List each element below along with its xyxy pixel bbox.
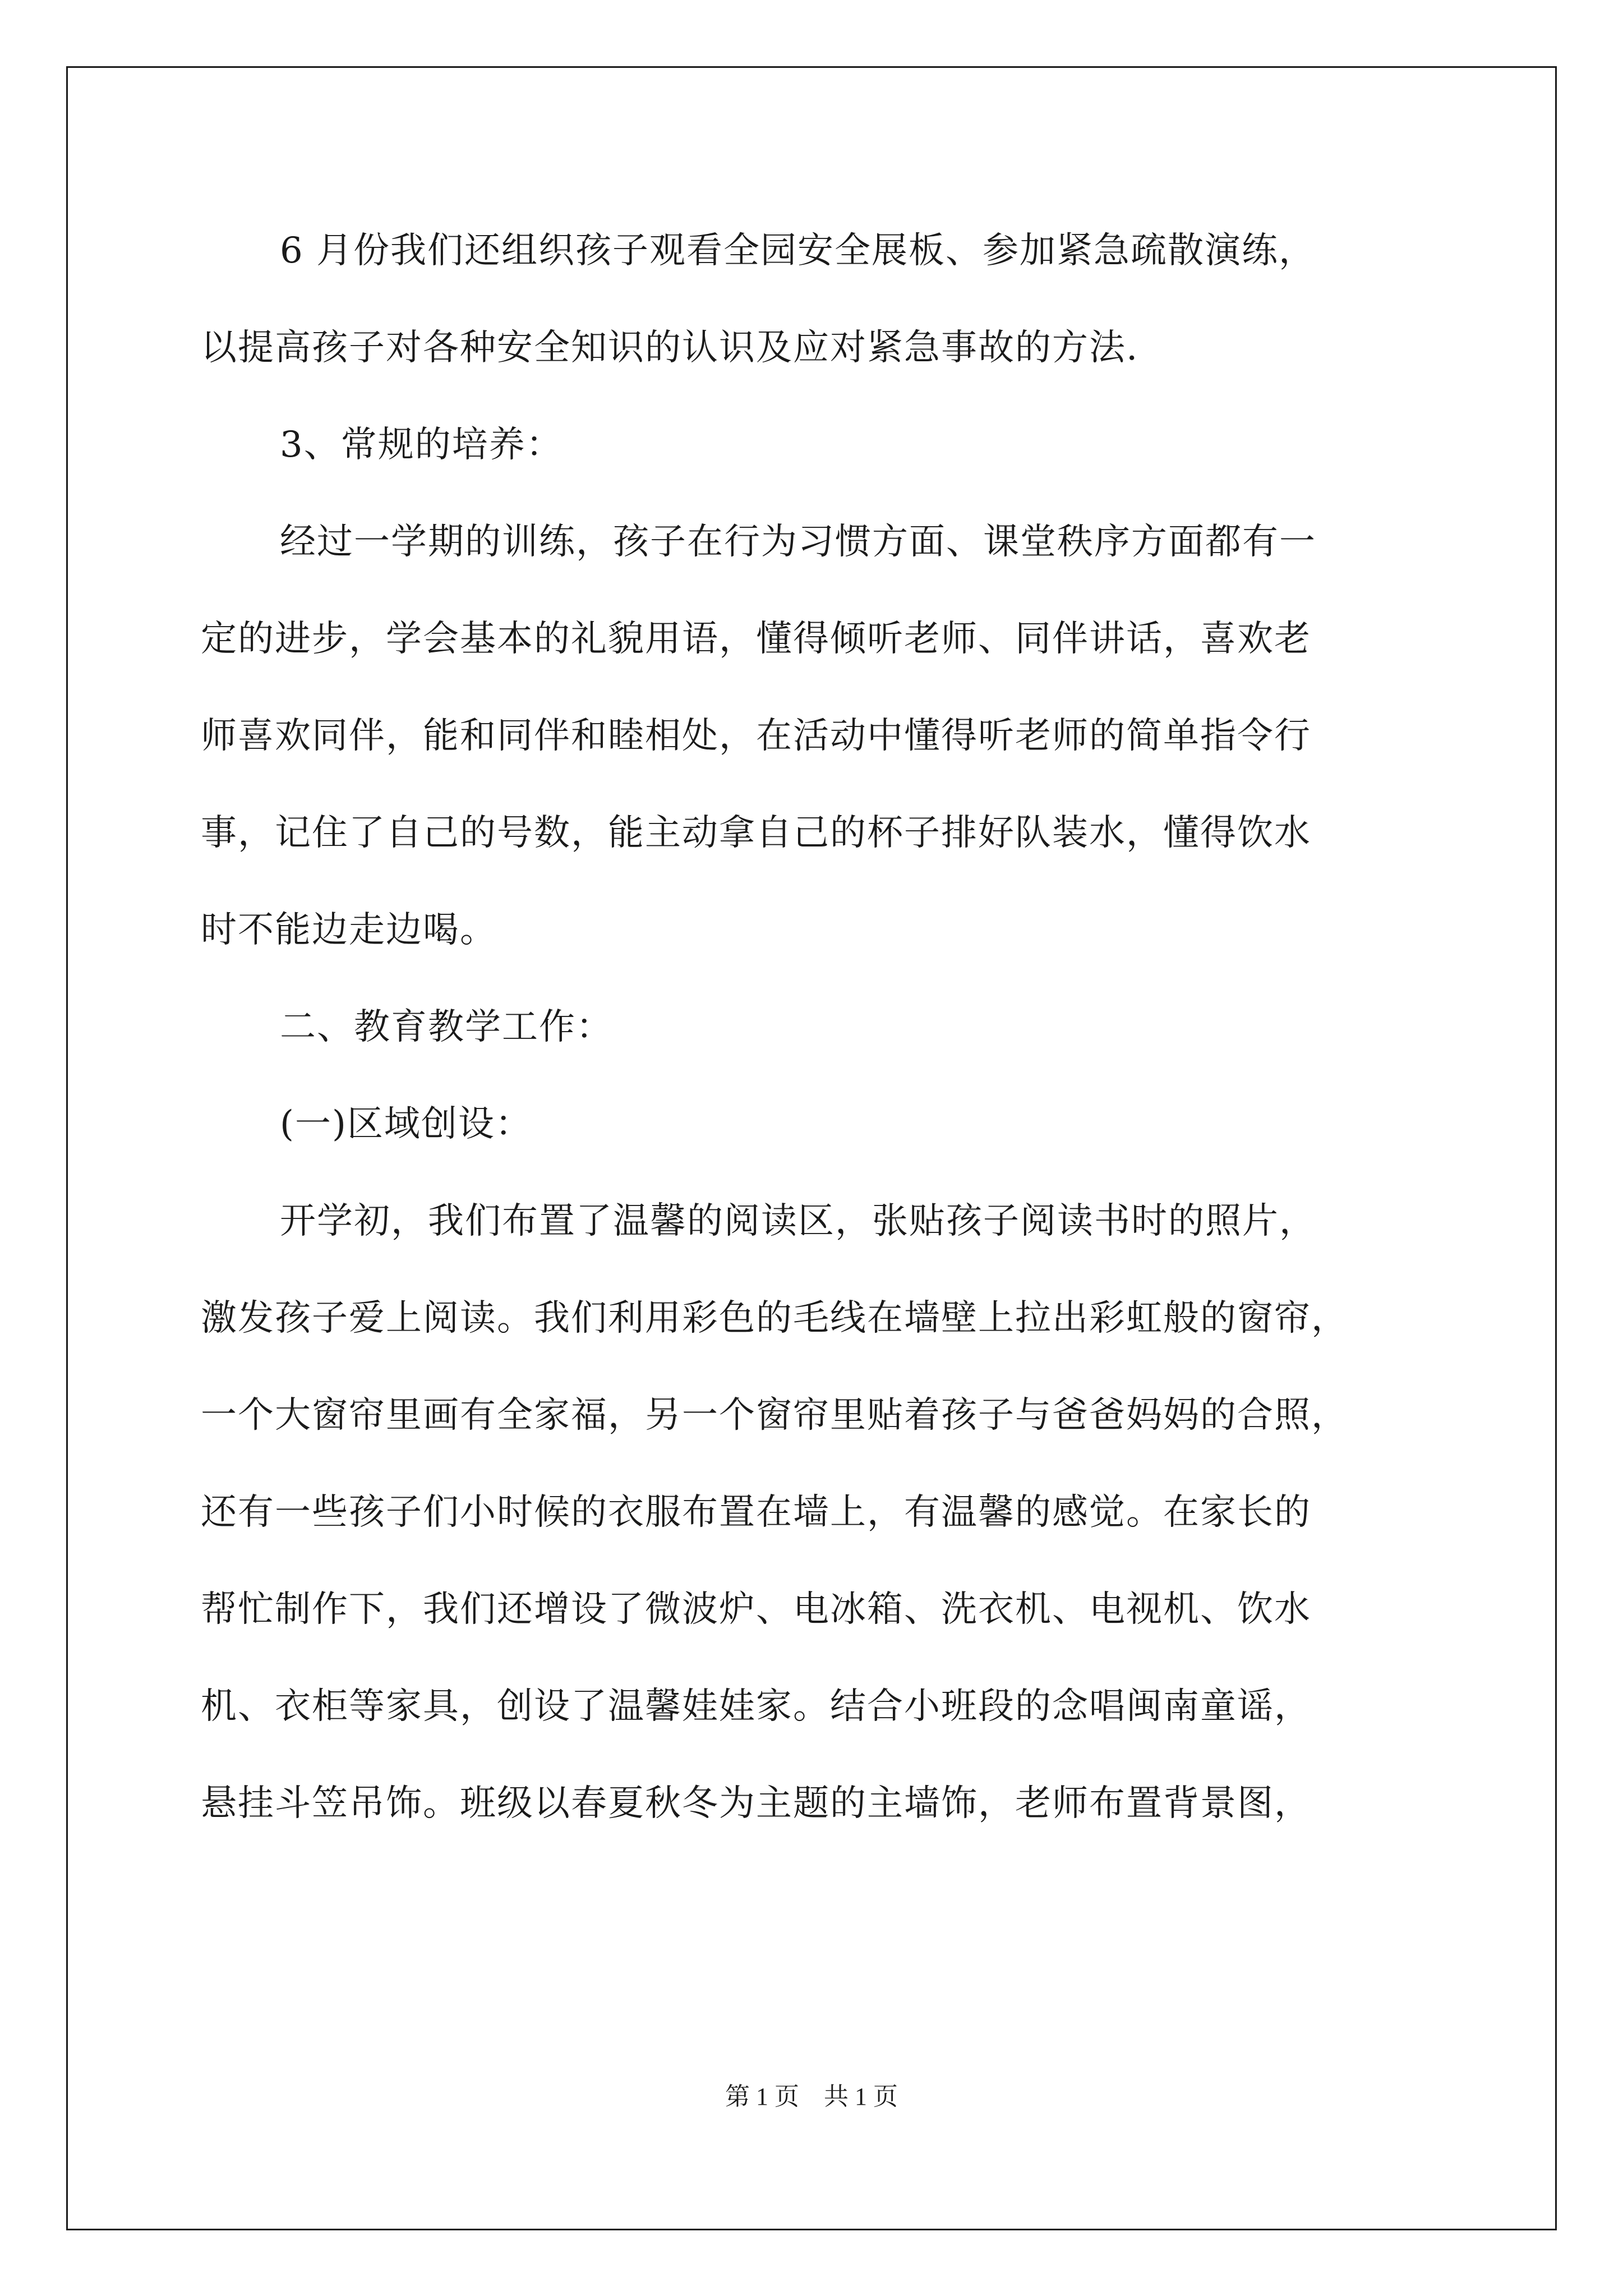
paragraph-line: 经过一学期的训练，孩子在行为习惯方面、课堂秩序方面都有一 [280, 521, 1316, 563]
paragraph-line: 一个大窗帘里画有全家福，另一个窗帘里贴着孩子与爸爸妈妈的合照， [201, 1395, 1348, 1436]
paragraph-line: 开学初，我们布置了温馨的阅读区，张贴孩子阅读书时的照片， [280, 1200, 1316, 1242]
subsection-heading: (一)区域创设： [280, 1103, 532, 1145]
paragraph-line: 悬挂斗笠吊饰。班级以春夏秋冬为主题的主墙饰，老师布置背景图， [201, 1783, 1311, 1824]
paragraph-line: 激发孩子爱上阅读。我们利用彩色的毛线在墙壁上拉出彩虹般的窗帘， [201, 1297, 1348, 1339]
section-heading: 二、教育教学工作： [280, 1006, 613, 1048]
paragraph-line: 师喜欢同伴，能和同伴和睦相处，在活动中懂得听老师的简单指令行 [201, 715, 1311, 757]
paragraph-line: 事，记住了自己的号数，能主动拿自己的杯子排好队装水，懂得饮水 [201, 812, 1311, 854]
paragraph-line: 定的进步，学会基本的礼貌用语，懂得倾听老师、同伴讲话，喜欢老 [201, 618, 1311, 660]
paragraph-line: 帮忙制作下，我们还增设了微波炉、电冰箱、洗衣机、电视机、饮水 [201, 1589, 1311, 1630]
page-number-footer: 第 1 页 共 1 页 [725, 2083, 898, 2110]
paragraph-line: 以提高孩子对各种安全知识的认识及应对紧急事故的方法. [201, 327, 1139, 369]
paragraph-line: 6 月份我们还组织孩子观看全园安全展板、参加紧急疏散演练， [280, 230, 1316, 272]
section-heading: 3、常规的培养： [280, 424, 563, 466]
paragraph-line: 机、衣柜等家具，创设了温馨娃娃家。结合小班段的念唱闽南童谣， [201, 1686, 1311, 1727]
paragraph-line: 时不能边走边喝。 [201, 909, 497, 951]
paragraph-line: 还有一些孩子们小时候的衣服布置在墙上，有温馨的感觉。在家长的 [201, 1492, 1311, 1533]
